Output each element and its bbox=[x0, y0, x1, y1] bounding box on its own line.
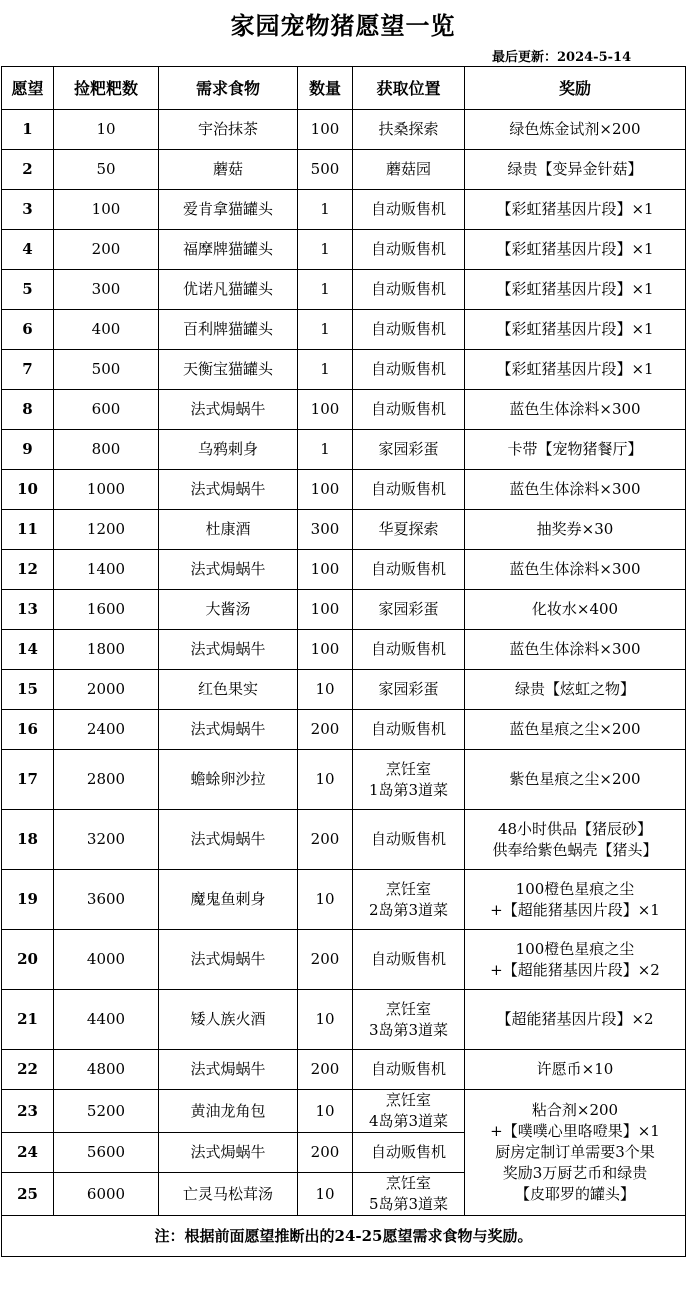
required-food: 杜康酒 bbox=[159, 510, 298, 550]
table-row bbox=[2, 150, 686, 190]
quantity: 10 bbox=[298, 670, 353, 710]
wish-number: 11 bbox=[2, 510, 54, 550]
required-food: 法式焗蜗牛 bbox=[159, 470, 298, 510]
required-food: 法式焗蜗牛 bbox=[159, 390, 298, 430]
header-qty: 数量 bbox=[298, 67, 353, 110]
wish-number: 22 bbox=[2, 1050, 54, 1090]
poop-count: 1600 bbox=[54, 590, 159, 630]
poop-count: 2000 bbox=[54, 670, 159, 710]
quantity: 200 bbox=[298, 710, 353, 750]
location: 自动贩售机 bbox=[353, 350, 465, 390]
quantity: 200 bbox=[298, 1133, 353, 1173]
table-row bbox=[2, 230, 686, 270]
required-food: 爱肯拿猫罐头 bbox=[159, 190, 298, 230]
table-row bbox=[2, 590, 686, 630]
poop-count: 300 bbox=[54, 270, 159, 310]
poop-count: 50 bbox=[54, 150, 159, 190]
reward: 许愿币×10 bbox=[465, 1050, 686, 1090]
required-food: 亡灵马松茸汤 bbox=[159, 1173, 298, 1216]
note-row bbox=[2, 1216, 686, 1257]
reward: 100橙色星痕之尘 +【超能猪基因片段】×1 bbox=[465, 870, 686, 930]
required-food: 红色果实 bbox=[159, 670, 298, 710]
location: 蘑菇园 bbox=[353, 150, 465, 190]
reward: 【彩虹猪基因片段】×1 bbox=[465, 230, 686, 270]
location: 自动贩售机 bbox=[353, 930, 465, 990]
location: 自动贩售机 bbox=[353, 710, 465, 750]
wish-number: 6 bbox=[2, 310, 54, 350]
poop-count: 400 bbox=[54, 310, 159, 350]
reward: 卡带【宠物猪餐厅】 bbox=[465, 430, 686, 470]
wish-number: 7 bbox=[2, 350, 54, 390]
location: 自动贩售机 bbox=[353, 270, 465, 310]
location: 自动贩售机 bbox=[353, 1050, 465, 1090]
quantity: 200 bbox=[298, 810, 353, 870]
table-row bbox=[2, 550, 686, 590]
header-food: 需求食物 bbox=[159, 67, 298, 110]
location: 自动贩售机 bbox=[353, 630, 465, 670]
quantity: 200 bbox=[298, 930, 353, 990]
quantity: 1 bbox=[298, 430, 353, 470]
location: 自动贩售机 bbox=[353, 310, 465, 350]
reward: 【彩虹猪基因片段】×1 bbox=[465, 350, 686, 390]
poop-count: 1200 bbox=[54, 510, 159, 550]
required-food: 蘑菇 bbox=[159, 150, 298, 190]
location: 烹饪室 5岛第3道菜 bbox=[353, 1173, 465, 1216]
quantity: 100 bbox=[298, 110, 353, 150]
reward: 蓝色星痕之尘×200 bbox=[465, 710, 686, 750]
quantity: 100 bbox=[298, 470, 353, 510]
wish-number: 25 bbox=[2, 1173, 54, 1216]
required-food: 天衡宝猫罐头 bbox=[159, 350, 298, 390]
table-header-row bbox=[2, 67, 686, 110]
quantity: 1 bbox=[298, 230, 353, 270]
wish-number: 17 bbox=[2, 750, 54, 810]
reward: 化妆水×400 bbox=[465, 590, 686, 630]
quantity: 500 bbox=[298, 150, 353, 190]
poop-count: 600 bbox=[54, 390, 159, 430]
table-row bbox=[2, 870, 686, 930]
reward: 【彩虹猪基因片段】×1 bbox=[465, 270, 686, 310]
location: 烹饪室 3岛第3道菜 bbox=[353, 990, 465, 1050]
wish-table bbox=[1, 66, 686, 1257]
required-food: 优诺凡猫罐头 bbox=[159, 270, 298, 310]
page-title: 家园宠物猪愿望一览 bbox=[230, 11, 456, 40]
quantity: 1 bbox=[298, 350, 353, 390]
reward: 【彩虹猪基因片段】×1 bbox=[465, 190, 686, 230]
table-row bbox=[2, 310, 686, 350]
merged-reward: 粘合剂×200 +【噗噗心里咯噔果】×1 厨房定制订单需要3个果 奖励3万厨艺币和绿贵 【皮耶罗的罐头】 bbox=[465, 1090, 686, 1216]
poop-count: 2800 bbox=[54, 750, 159, 810]
location: 家园彩蛋 bbox=[353, 430, 465, 470]
required-food: 魔鬼鱼刺身 bbox=[159, 870, 298, 930]
wish-number: 13 bbox=[2, 590, 54, 630]
reward: 紫色星痕之尘×200 bbox=[465, 750, 686, 810]
location: 烹饪室 4岛第3道菜 bbox=[353, 1090, 465, 1133]
required-food: 法式焗蜗牛 bbox=[159, 550, 298, 590]
table-row bbox=[2, 390, 686, 430]
table-body bbox=[2, 110, 686, 1216]
location: 自动贩售机 bbox=[353, 810, 465, 870]
poop-count: 4400 bbox=[54, 990, 159, 1050]
quantity: 1 bbox=[298, 270, 353, 310]
reward: 【彩虹猪基因片段】×1 bbox=[465, 310, 686, 350]
wish-number: 1 bbox=[2, 110, 54, 150]
wish-number: 2 bbox=[2, 150, 54, 190]
location: 家园彩蛋 bbox=[353, 670, 465, 710]
wish-number: 8 bbox=[2, 390, 54, 430]
quantity: 10 bbox=[298, 870, 353, 930]
wish-number: 23 bbox=[2, 1090, 54, 1133]
table-row bbox=[2, 350, 686, 390]
poop-count: 1400 bbox=[54, 550, 159, 590]
location: 自动贩售机 bbox=[353, 1133, 465, 1173]
poop-count: 10 bbox=[54, 110, 159, 150]
location: 自动贩售机 bbox=[353, 390, 465, 430]
quantity: 100 bbox=[298, 390, 353, 430]
poop-count: 800 bbox=[54, 430, 159, 470]
quantity: 200 bbox=[298, 1050, 353, 1090]
poop-count: 3600 bbox=[54, 870, 159, 930]
reward: 蓝色生体涂料×300 bbox=[465, 390, 686, 430]
poop-count: 5600 bbox=[54, 1133, 159, 1173]
location: 烹饪室 1岛第3道菜 bbox=[353, 750, 465, 810]
wish-number: 9 bbox=[2, 430, 54, 470]
required-food: 百利牌猫罐头 bbox=[159, 310, 298, 350]
table-row bbox=[2, 630, 686, 670]
required-food: 法式焗蜗牛 bbox=[159, 930, 298, 990]
wish-number: 12 bbox=[2, 550, 54, 590]
table-row bbox=[2, 510, 686, 550]
poop-count: 4000 bbox=[54, 930, 159, 990]
required-food: 黄油龙角包 bbox=[159, 1090, 298, 1133]
location: 扶桑探索 bbox=[353, 110, 465, 150]
quantity: 10 bbox=[298, 990, 353, 1050]
table-row bbox=[2, 990, 686, 1050]
wish-number: 5 bbox=[2, 270, 54, 310]
reward: 绿贵【变异金针菇】 bbox=[465, 150, 686, 190]
required-food: 福摩牌猫罐头 bbox=[159, 230, 298, 270]
required-food: 大酱汤 bbox=[159, 590, 298, 630]
wish-number: 15 bbox=[2, 670, 54, 710]
table-row bbox=[2, 430, 686, 470]
wish-number: 16 bbox=[2, 710, 54, 750]
reward: 绿贵【炫虹之物】 bbox=[465, 670, 686, 710]
quantity: 300 bbox=[298, 510, 353, 550]
wish-number: 3 bbox=[2, 190, 54, 230]
wish-number: 14 bbox=[2, 630, 54, 670]
reward: 蓝色生体涂料×300 bbox=[465, 630, 686, 670]
poop-count: 5200 bbox=[54, 1090, 159, 1133]
table-row bbox=[2, 930, 686, 990]
location: 自动贩售机 bbox=[353, 230, 465, 270]
header-wish: 愿望 bbox=[2, 67, 54, 110]
quantity: 100 bbox=[298, 630, 353, 670]
location: 自动贩售机 bbox=[353, 190, 465, 230]
last-updated: 最后更新：2024-5-14 bbox=[492, 50, 632, 65]
poop-count: 100 bbox=[54, 190, 159, 230]
quantity: 1 bbox=[298, 190, 353, 230]
table-row bbox=[2, 750, 686, 810]
quantity: 10 bbox=[298, 1173, 353, 1216]
poop-count: 1800 bbox=[54, 630, 159, 670]
header-count: 捡粑粑数 bbox=[54, 67, 159, 110]
location: 家园彩蛋 bbox=[353, 590, 465, 630]
poop-count: 4800 bbox=[54, 1050, 159, 1090]
required-food: 法式焗蜗牛 bbox=[159, 1050, 298, 1090]
poop-count: 200 bbox=[54, 230, 159, 270]
table-row bbox=[2, 1090, 686, 1133]
quantity: 100 bbox=[298, 550, 353, 590]
required-food: 矮人族火酒 bbox=[159, 990, 298, 1050]
table-row bbox=[2, 810, 686, 870]
location: 华夏探索 bbox=[353, 510, 465, 550]
reward: 48小时供品【猪辰砂】 供奉给紫色蜗壳【猪头】 bbox=[465, 810, 686, 870]
location: 烹饪室 2岛第3道菜 bbox=[353, 870, 465, 930]
table-row bbox=[2, 1050, 686, 1090]
wish-number: 18 bbox=[2, 810, 54, 870]
location: 自动贩售机 bbox=[353, 470, 465, 510]
required-food: 法式焗蜗牛 bbox=[159, 630, 298, 670]
required-food: 法式焗蜗牛 bbox=[159, 810, 298, 870]
location: 自动贩售机 bbox=[353, 550, 465, 590]
required-food: 蟾蜍卵沙拉 bbox=[159, 750, 298, 810]
wish-number: 19 bbox=[2, 870, 54, 930]
table-row bbox=[2, 470, 686, 510]
reward: 绿色炼金试剂×200 bbox=[465, 110, 686, 150]
wish-number: 10 bbox=[2, 470, 54, 510]
poop-count: 3200 bbox=[54, 810, 159, 870]
poop-count: 2400 bbox=[54, 710, 159, 750]
poop-count: 1000 bbox=[54, 470, 159, 510]
wish-number: 21 bbox=[2, 990, 54, 1050]
required-food: 乌鸦刺身 bbox=[159, 430, 298, 470]
table-row bbox=[2, 710, 686, 750]
reward: 蓝色生体涂料×300 bbox=[465, 550, 686, 590]
wish-number: 4 bbox=[2, 230, 54, 270]
quantity: 1 bbox=[298, 310, 353, 350]
wish-number: 20 bbox=[2, 930, 54, 990]
quantity: 10 bbox=[298, 750, 353, 810]
required-food: 法式焗蜗牛 bbox=[159, 710, 298, 750]
header-reward: 奖励 bbox=[465, 67, 686, 110]
quantity: 10 bbox=[298, 1090, 353, 1133]
required-food: 法式焗蜗牛 bbox=[159, 1133, 298, 1173]
table-row bbox=[2, 190, 686, 230]
note-text: 注：根据前面愿望推断出的24-25愿望需求食物与奖励。 bbox=[2, 1216, 686, 1257]
reward: 蓝色生体涂料×300 bbox=[465, 470, 686, 510]
table-row bbox=[2, 110, 686, 150]
reward: 【超能猪基因片段】×2 bbox=[465, 990, 686, 1050]
header-location: 获取位置 bbox=[353, 67, 465, 110]
wish-number: 24 bbox=[2, 1133, 54, 1173]
poop-count: 500 bbox=[54, 350, 159, 390]
poop-count: 6000 bbox=[54, 1173, 159, 1216]
required-food: 宇治抹茶 bbox=[159, 110, 298, 150]
reward: 100橙色星痕之尘 +【超能猪基因片段】×2 bbox=[465, 930, 686, 990]
table-row bbox=[2, 270, 686, 310]
reward: 抽奖券×30 bbox=[465, 510, 686, 550]
quantity: 100 bbox=[298, 590, 353, 630]
table-row bbox=[2, 670, 686, 710]
